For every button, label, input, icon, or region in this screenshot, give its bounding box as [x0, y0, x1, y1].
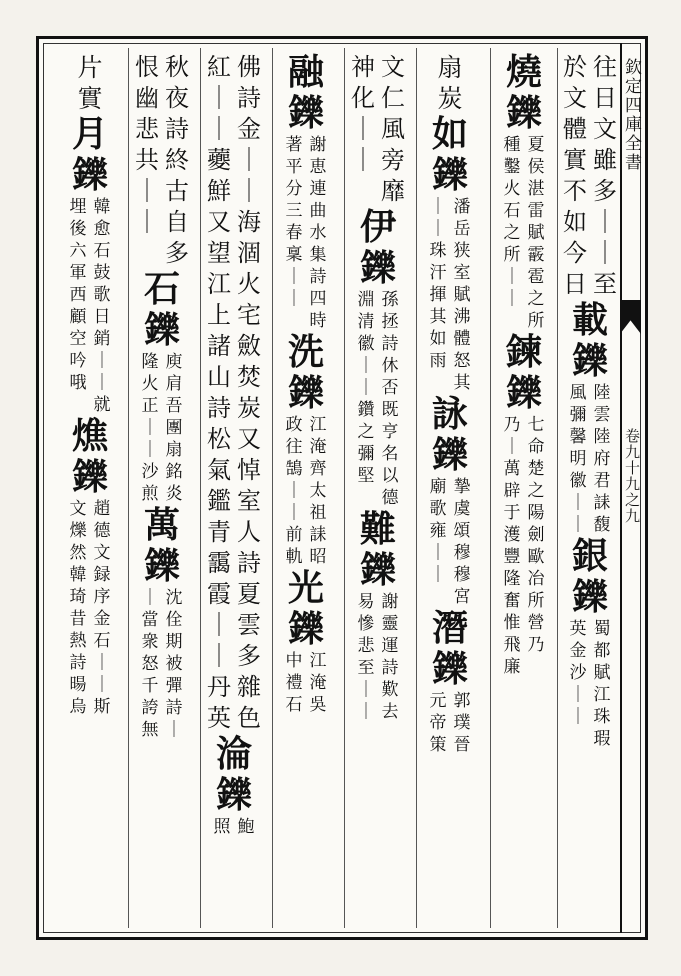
annotation-pair [428, 196, 472, 394]
annotation-text: 夏侯湛雷賦霰雹之所 [527, 135, 545, 331]
annotation-text: 陸雲陸府君誄馥 [593, 383, 611, 535]
entry-headword: 潛鑠 [431, 607, 468, 690]
main-text: 佛詩金｜｜海涸火宅斂焚炭又悼室人詩夏雲多雜色 [237, 53, 261, 732]
annotation-pair [356, 591, 400, 723]
main-text: 紅｜｜虁鮮又望江上諸山詩松氣鑑青靄霞｜｜丹英 [207, 53, 231, 732]
annotation-pair [68, 498, 112, 718]
text-column [204, 52, 264, 928]
annotation-pair [502, 414, 546, 678]
text-column [276, 52, 336, 928]
annotation-text: 英金沙｜｜ [569, 619, 587, 727]
annotation-text: 沈佺期被彈詩｜ [165, 588, 183, 740]
annotation-text: 淵清徽｜｜鑽之彌堅 [357, 290, 375, 486]
annotation-text: 七命楚之陽劍歐冶所營乃 [527, 415, 545, 655]
annotation-text: 潘岳狭室賦沸體怒其 [453, 197, 471, 393]
annotation-text: 乃｜萬辟于濩豐隆奮惟飛廉 [503, 415, 521, 677]
main-text-pair [133, 52, 191, 269]
annotation-pair [284, 414, 328, 568]
annotation-text: 政往鵠｜｜前軌 [285, 415, 303, 567]
annotation-text: 埋後六軍西顧空吟哦 [69, 197, 87, 393]
annotation-pair [428, 690, 472, 756]
main-text: 於文體實不如今日 [563, 53, 587, 298]
entry-headword: 如鑠 [431, 113, 468, 196]
entry-headword: 銀鑠 [571, 535, 608, 618]
entry-headword: 石鑠 [143, 268, 180, 351]
annotation-pair [568, 618, 612, 750]
annotation-pair [502, 134, 546, 332]
column-rule [416, 48, 417, 928]
text-column [348, 52, 408, 928]
main-text: 往日文雖多｜｜至 [593, 53, 617, 298]
annotation-pair [356, 289, 400, 509]
annotation-text: 照 [213, 817, 231, 837]
main-text-pair [561, 52, 619, 300]
column-rule [344, 48, 345, 928]
book-title: 欽定四庫全書 [621, 58, 641, 172]
annotation-text: 文爍然韓琦昔熱詩暘烏 [69, 499, 87, 717]
annotation-pair [284, 650, 328, 716]
main-text: 秋夜詩終古自多 [165, 53, 189, 267]
main-text: 恨幽悲共｜｜ [135, 53, 159, 236]
entry-headword: 洗鑠 [287, 331, 324, 414]
annotation-text: ｜當衆怒千誇無 [141, 588, 159, 740]
entry-headword: 載鑠 [571, 299, 608, 382]
annotation-text: 廟歌雍｜｜ [429, 477, 447, 585]
annotation-text: 江淹吳 [309, 651, 327, 715]
annotation-pair [140, 587, 184, 741]
entry-headword: 光鑠 [287, 567, 324, 650]
annotation-pair [68, 196, 112, 416]
main-text: 文仁風旁靡 [381, 53, 405, 205]
annotation-text: 中禮石 [285, 651, 303, 715]
annotation-pair [212, 816, 256, 838]
annotation-text: 江淹齊太祖誄昭 [309, 415, 327, 567]
entry-headword: 萬鑠 [143, 504, 180, 587]
main-text: 片實 [77, 53, 103, 113]
entry-headword: 淪鑠 [215, 733, 252, 816]
entry-headword: 月鑠 [71, 113, 108, 196]
annotation-text: 蜀都賦江珠瑕 [593, 619, 611, 749]
annotation-text: ｜｜珠汗揮其如雨 [429, 197, 447, 371]
text-column [132, 52, 192, 928]
main-text: 神化｜｜ [351, 53, 375, 174]
main-text-pair [205, 52, 263, 734]
annotation-text: 風彌馨明徽｜｜ [569, 383, 587, 535]
column-rule [557, 48, 558, 928]
entry-headword: 燋鑠 [71, 415, 108, 498]
column-rule [128, 48, 129, 928]
text-column [494, 52, 554, 928]
entry-headword: 燒鑠 [505, 51, 542, 134]
text-column [420, 52, 480, 928]
column-rule [272, 48, 273, 928]
column-rule [200, 48, 201, 928]
volume-label: 卷九十九之九 [623, 428, 641, 524]
annotation-text: 庾肩吾團扇銘炎 [165, 352, 183, 504]
annotation-text: 摯虞頌穆穆宮 [453, 477, 471, 607]
annotation-text: 易慘悲至｜｜ [357, 592, 375, 722]
text-column [560, 52, 620, 928]
entry-headword: 難鑠 [359, 508, 396, 591]
main-text: 扇炭 [437, 53, 463, 113]
annotation-text: 鮑 [237, 817, 255, 837]
annotation-text: 著平分三春稟｜｜ [285, 135, 303, 309]
entry-headword: 融鑠 [287, 51, 324, 134]
entry-headword: 伊鑠 [359, 206, 396, 289]
annotation-text: 謝恵連曲水集詩四時 [309, 135, 327, 331]
annotation-pair [568, 382, 612, 536]
main-text-pair [349, 52, 407, 207]
annotation-text: 孫拯詩休否既亨名以德 [381, 290, 399, 508]
annotation-pair [428, 476, 472, 608]
annotation-text: 趙德文録序金石｜｜斯 [93, 499, 111, 717]
text-column [60, 52, 120, 928]
entry-headword: 詠鑠 [431, 393, 468, 476]
annotation-text: 元帝策 [429, 691, 447, 755]
column-rule [490, 48, 491, 928]
annotation-text: 種鑿火石之所｜｜ [503, 135, 521, 309]
annotation-text: 隆火正｜｜沙煎 [141, 352, 159, 504]
annotation-text: 郭璞晉 [453, 691, 471, 755]
entry-headword: 鍊鑠 [505, 331, 542, 414]
annotation-pair [140, 351, 184, 505]
annotation-text: 謝靈運詩歎去 [381, 592, 399, 722]
annotation-text: 韓愈石鼓歌日銷｜｜就 [93, 197, 111, 415]
annotation-pair [284, 134, 328, 332]
